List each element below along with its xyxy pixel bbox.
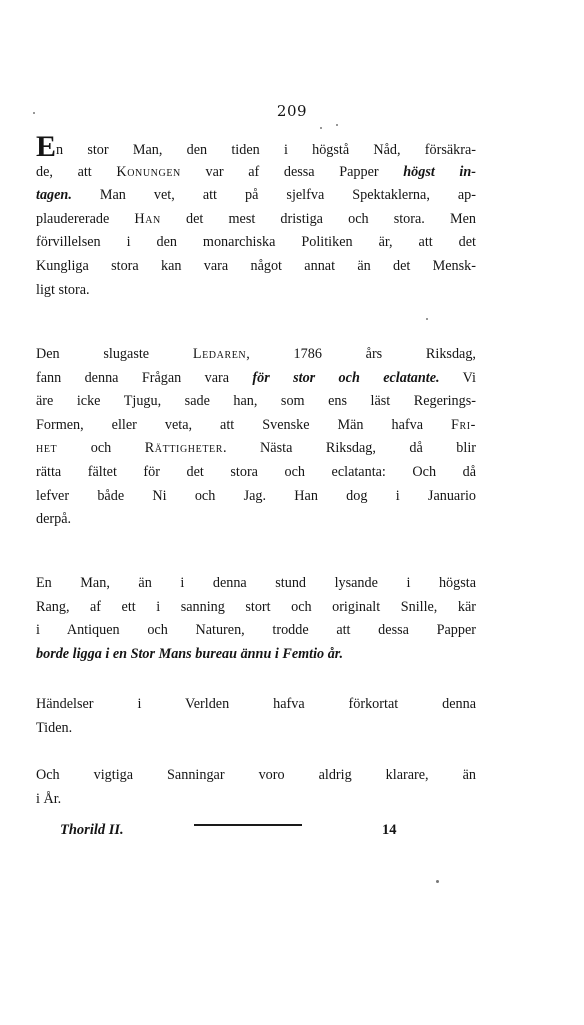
text-run: för stor och eclatante. (252, 369, 440, 386)
text-run: Ledaren (192, 346, 247, 362)
text-line (36, 764, 476, 788)
paragraph-4 (36, 693, 476, 740)
text-run: Konungen (116, 163, 181, 180)
text-line (36, 161, 476, 185)
text-run: fann denna Frågan vara (36, 369, 253, 386)
paragraph-5 (36, 764, 476, 811)
text-line (36, 343, 476, 367)
text-run: Vi (439, 369, 476, 386)
footer-rule (194, 824, 302, 826)
text-run: Han (134, 210, 161, 227)
text-line (36, 279, 476, 303)
text-line (36, 367, 476, 391)
text-run: Formen, eller veta, att Svenske Män hafva (36, 416, 451, 433)
text-run: Man vet, att på sjelfva Spektaklerna, ap- (71, 187, 476, 204)
text-line (36, 461, 476, 485)
text-run: och (57, 440, 145, 457)
paper-speck (436, 880, 439, 883)
text-line (36, 485, 476, 509)
text-line (36, 619, 476, 643)
text-line (36, 208, 476, 232)
text-line (36, 572, 476, 596)
text-run: Den slugaste (36, 346, 193, 362)
text-line (36, 788, 476, 812)
text-run: , 1786 års Riksdag, (246, 346, 476, 362)
text-run: borde ligga i en Stor Mans bureau ännu i Femtio år. (36, 645, 344, 662)
text-run: Kungliga stora kan vara något annat än det Mensk- (36, 257, 476, 274)
text-run: tagen. (36, 187, 72, 204)
text-run: lefver både Ni och Jag. Han dog i Januario (36, 487, 476, 504)
text-run: plaudererade (36, 210, 135, 227)
drop-cap: E (36, 130, 57, 163)
text-run: i Antiquen och Naturen, trodde att dessa Papper (36, 622, 476, 639)
text-run: En Man, än i denna stund lysande i högsta (36, 575, 476, 591)
text-line (36, 414, 476, 438)
text-run: . Nästa Riksdag, då blir (223, 440, 476, 457)
text-run: Fri- (450, 416, 476, 433)
text-line (36, 717, 476, 741)
page-footer (60, 822, 476, 846)
text-line (36, 508, 476, 532)
text-run: Rättigheter (144, 440, 224, 457)
paragraph-2 (36, 343, 476, 532)
text-run: det mest dristiga och stora. Men (160, 210, 476, 227)
text-run: n stor Man, den tiden i högstå Nåd, försäkra- (56, 142, 476, 158)
text-run: Händelser i Verlden hafva förkortat denna (36, 696, 476, 712)
text-run: het (36, 440, 58, 457)
paper-speck (336, 124, 338, 126)
text-line (36, 231, 476, 255)
text-run: äre icke Tjugu, sade han, som ens läst Regerings- (36, 393, 476, 410)
text-run: de, att (36, 163, 117, 180)
paper-speck (33, 112, 35, 114)
signature-mark: Thorild II. (60, 822, 124, 838)
paragraph-3 (36, 572, 476, 666)
text-line (36, 693, 476, 717)
text-line (36, 184, 476, 208)
text-line (36, 596, 476, 620)
page-number: 209 (276, 102, 308, 120)
text-run: Tiden. (36, 719, 73, 736)
text-run: Rang, af ett i sanning stort och originalt Snille, kär (36, 598, 476, 615)
text-run: ligt stora. (36, 281, 90, 298)
sheet-number: 14 (382, 822, 397, 838)
text-run: Och vigtiga Sanningar voro aldrig klarare, än (36, 767, 476, 783)
text-line (36, 130, 476, 163)
text-run: i År. (36, 790, 62, 807)
text-line (36, 643, 476, 667)
paragraph-1 (36, 130, 476, 302)
paper-speck (426, 318, 428, 320)
text-run: högst in- (403, 163, 476, 180)
text-run: var af dessa Papper (180, 163, 404, 180)
text-line (36, 255, 476, 279)
paper-speck (320, 127, 322, 129)
text-run: derpå. (36, 511, 72, 528)
text-line (36, 437, 476, 461)
text-run: förvillelsen i den monarchiska Politiken är, att det (36, 234, 476, 251)
text-run: rätta fältet för det stora och eclatanta: Och då (36, 463, 476, 480)
text-line (36, 390, 476, 414)
